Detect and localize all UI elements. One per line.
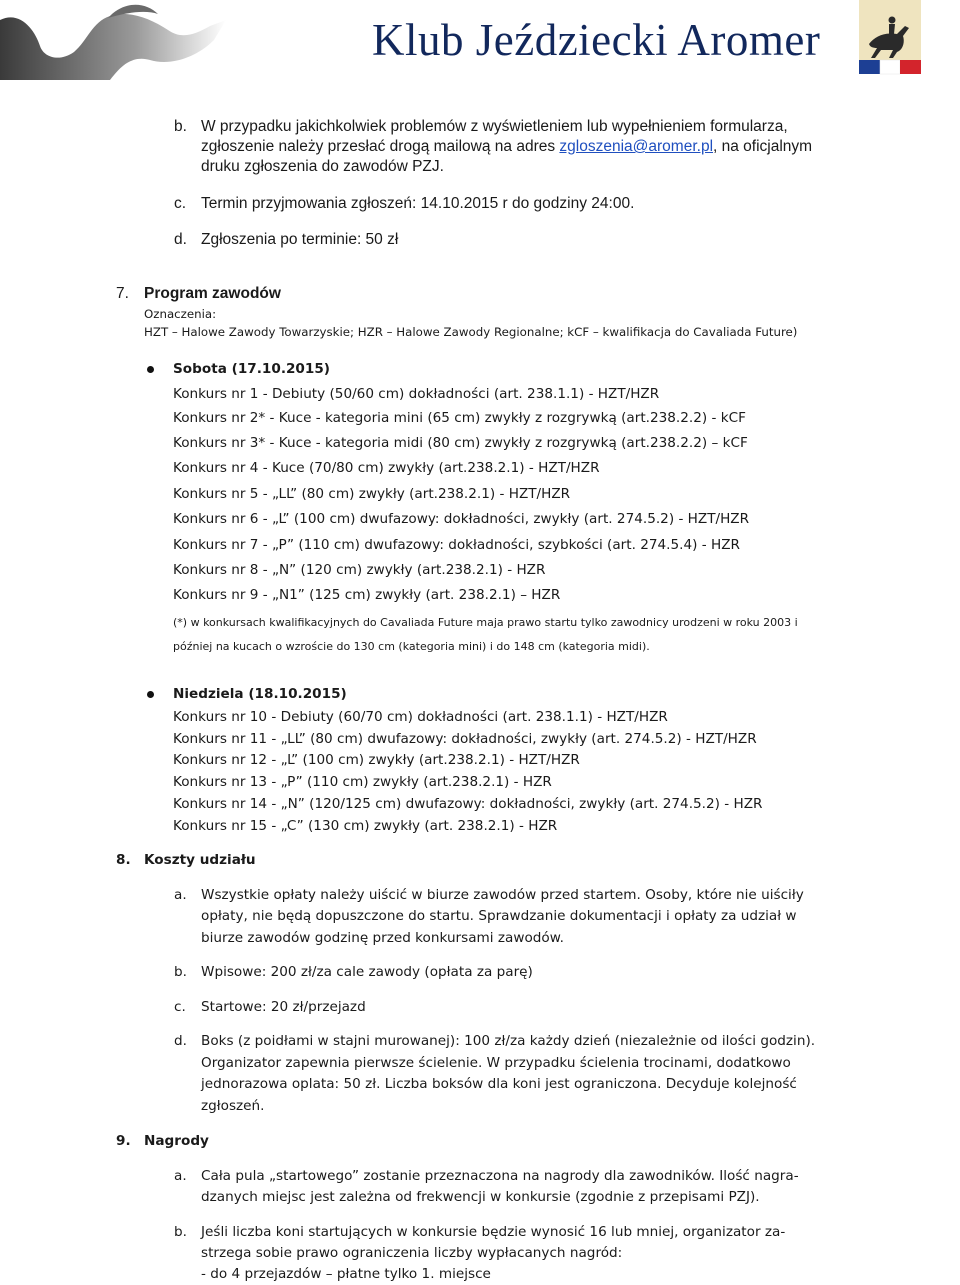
club-title: Klub Jeździecki Aromer: [372, 15, 821, 65]
list-item: Konkurs nr 15 - „C” (130 cm) zwykły (art. 238.2.1) - HZR: [173, 818, 558, 834]
section8-number: 8.: [116, 852, 131, 868]
list-marker-b: b.: [174, 118, 187, 135]
list-marker-b: b.: [174, 1224, 187, 1240]
prizes-a-line2: dzanych miejsc jest zależna od frekwencji w konkursie (zgodnie z przepisami PZJ).: [201, 1189, 760, 1205]
costs-b: Wpisowe: 200 zł/za cale zawody (opłata za parę): [201, 964, 533, 980]
list-item: Konkurs nr 13 - „P” (110 cm) zwykły (art.238.2.1) - HZR: [173, 774, 552, 790]
saturday-heading: Sobota (17.10.2015): [173, 361, 331, 377]
list-item: Konkurs nr 6 - „L” (100 cm) dwufazowy: dokładności, zwykły (art. 274.5.2) - HZT/HZR: [173, 511, 750, 527]
section8-title: Koszty udziału: [144, 852, 256, 868]
paragraph-d: Zgłoszenia po terminie: 50 zł: [201, 231, 399, 248]
paragraph-b-line2-suffix: , na oficjalnym: [713, 138, 813, 155]
bullet-sunday: [147, 691, 154, 698]
list-item: Konkurs nr 14 - „N” (120/125 cm) dwufazowy: dokładności, zwykły (art. 274.5.2) - HZR: [173, 796, 763, 812]
list-item: Konkurs nr 1 - Debiuty (50/60 cm) dokładności (art. 238.1.1) - HZT/HZR: [173, 386, 660, 402]
section7-number: 7.: [116, 285, 129, 302]
costs-d-line2: Organizator zapewnia pierwsze ścielenie. W przypadku ścielenia trocinami, dodatkowo: [201, 1055, 791, 1071]
list-item: Konkurs nr 9 - „N1” (125 cm) zwykły (art. 238.2.1) – HZR: [173, 587, 561, 603]
legend-text: HZT – Halowe Zawody Towarzyskie; HZR – Halowe Zawody Regionalne; kCF – kwalifikacja do Cavaliada Future): [144, 325, 798, 339]
paragraph-b-line3: druku zgłoszenia do zawodów PZJ.: [201, 158, 444, 175]
section9-number: 9.: [116, 1133, 131, 1149]
list-marker-c: c.: [174, 195, 187, 212]
dressage-rider-emblem: [845, 0, 935, 78]
paragraph-b-line1: W przypadku jakichkolwiek problemów z wyświetleniem lub wypełnieniem formularza,: [201, 118, 788, 135]
section7-title: Program zawodów: [144, 285, 281, 302]
list-item: Konkurs nr 12 - „L” (100 cm) zwykły (art.238.2.1) - HZT/HZR: [173, 752, 580, 768]
page-header: [0, 0, 960, 80]
prizes-b-line3: - do 4 przejazdów – płatne tylko 1. miejsce: [201, 1266, 491, 1282]
costs-d-line4: zgłoszeń.: [201, 1098, 265, 1114]
list-item: Konkurs nr 7 - „P” (110 cm) dwufazowy: dokładności, szybkości (art. 274.5.4) - HZR: [173, 537, 740, 553]
list-item: Konkurs nr 8 - „N” (120 cm) zwykły (art.238.2.1) - HZR: [173, 562, 546, 578]
section9-title: Nagrody: [144, 1133, 209, 1149]
sunday-heading: Niedziela (18.10.2015): [173, 686, 347, 702]
bullet-saturday: [147, 366, 154, 373]
list-marker-d: d.: [174, 231, 187, 248]
footnote-line1: (*) w konkursach kwalifikacyjnych do Cavaliada Future maja prawo startu tylko zawodnicy urodzeni w roku 2003 i: [173, 616, 798, 629]
costs-d-line1: Boks (z poidłami w stajni murowanej): 100 zł/za każdy dzień (niezależnie od ilości godzin).: [201, 1033, 816, 1049]
email-link[interactable]: zgloszenia@aromer.pl: [559, 138, 714, 155]
costs-a-line3: biurze zawodów godzinę przed konkursami zawodów.: [201, 930, 564, 946]
list-marker-a: a.: [174, 887, 187, 903]
list-item: Konkurs nr 5 - „LL” (80 cm) zwykły (art.238.2.1) - HZT/HZR: [173, 486, 571, 502]
prizes-b-line1: Jeśli liczba koni startujących w konkursie będzie wynosić 16 lub mniej, organizator za-: [201, 1224, 786, 1240]
paragraph-b-line2-text: zgłoszenie należy przesłać drogą mailową na adres: [201, 138, 560, 155]
horse-silhouette-logo: [0, 0, 230, 80]
list-marker-a: a.: [174, 1168, 187, 1184]
list-marker-b: b.: [174, 964, 187, 980]
list-item: Konkurs nr 3* - Kuce - kategoria midi (80 cm) zwykły z rozgrywką (art.238.2.2) – kCF: [173, 435, 748, 451]
list-marker-d: d.: [174, 1033, 187, 1049]
paragraph-c: Termin przyjmowania zgłoszeń: 14.10.2015 r do godziny 24:00.: [201, 195, 635, 212]
costs-a-line2: opłaty, nie będą dopuszczone do startu. Sprawdzanie dokumentacji i opłaty za udział w: [201, 908, 797, 924]
costs-c: Startowe: 20 zł/przejazd: [201, 999, 366, 1015]
prizes-b-line2: strzega sobie prawo ograniczenia liczby wypłacanych nagród:: [201, 1245, 623, 1261]
list-item: Konkurs nr 4 - Kuce (70/80 cm) zwykły (art.238.2.1) - HZT/HZR: [173, 460, 600, 476]
prizes-a-line1: Cała pula „startowego” zostanie przeznaczona na nagrody dla zawodników. Ilość nagra-: [201, 1168, 799, 1184]
list-item: Konkurs nr 10 - Debiuty (60/70 cm) dokładności (art. 238.1.1) - HZT/HZR: [173, 709, 668, 725]
list-marker-c: c.: [174, 999, 186, 1015]
list-item: Konkurs nr 11 - „LL” (80 cm) dwufazowy: dokładności, zwykły (art. 274.5.2) - HZT/HZR: [173, 731, 757, 747]
costs-a-line1: Wszystkie opłaty należy uiścić w biurze zawodów przed startem. Osoby, które nie uiściły: [201, 887, 804, 903]
list-item: Konkurs nr 2* - Kuce - kategoria mini (65 cm) zwykły z rozgrywką (art.238.2.2) - kCF: [173, 410, 746, 426]
costs-d-line3: jednorazowa oplata: 50 zł. Liczba boksów dla koni jest ograniczona. Decyduje kolejność: [201, 1076, 797, 1092]
legend-title: Oznaczenia:: [144, 307, 217, 321]
footnote-line2: później na kucach o wzroście do 130 cm (kategoria mini) i do 148 cm (kategoria midi).: [173, 640, 650, 653]
paragraph-b-line2: [201, 137, 812, 157]
